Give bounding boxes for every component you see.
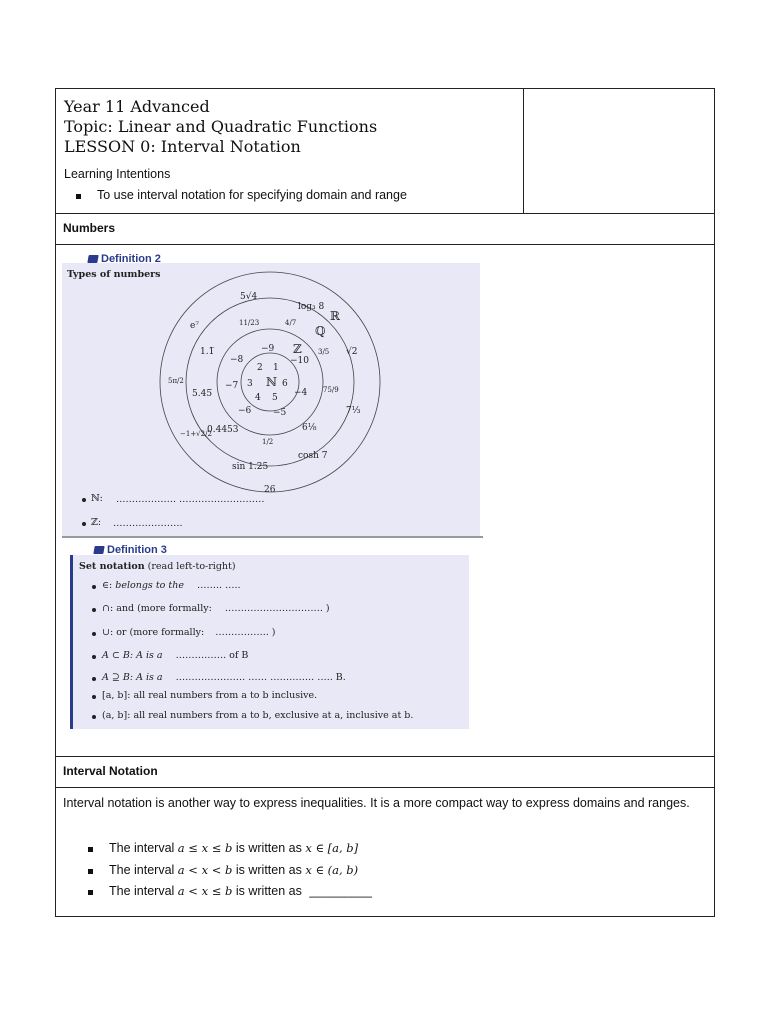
real-symbol: ℝ <box>330 309 340 323</box>
definition3-subtitle <box>79 561 236 572</box>
def3-dot-1 <box>92 585 96 589</box>
learning-item: To use interval notation for specifying domain and range <box>97 188 407 202</box>
header-side-cell <box>523 88 715 214</box>
z-label-m4: −4 <box>294 388 308 398</box>
numbers-header-cell <box>55 213 715 245</box>
rational-symbol: ℚ <box>315 324 326 338</box>
definition3-title <box>94 544 167 556</box>
learning-bullet <box>76 194 81 199</box>
q-label-1: 1.1̅ <box>200 347 215 357</box>
def3-item-3: ∪: or (more formally: …………….. ) <box>102 627 276 638</box>
def2-bullet-sym-2: ℤ: <box>91 517 102 528</box>
def3-dot-4 <box>92 655 96 659</box>
def2-bullet-blank-1: ………………. ……………………… <box>116 494 265 505</box>
n-label-4: 4 <box>255 393 261 403</box>
natural-symbol: ℕ <box>266 375 277 389</box>
z-label-m5: −5 <box>273 408 287 418</box>
q-label-6: 5√4 <box>240 292 258 302</box>
number-sets-diagram <box>160 282 390 495</box>
interval-bullet-2 <box>88 869 93 874</box>
q-label-2: 5.45̅ <box>192 389 213 399</box>
z-label-m8: −8 <box>230 355 244 365</box>
n-label-2: 2 <box>257 363 263 373</box>
z-label-m10: −10 <box>290 356 309 366</box>
learning-intentions-title: Learning Intentions <box>64 167 171 181</box>
r-label-sin: sin 1.25 <box>232 462 269 472</box>
def2-bullet-dot-1 <box>82 498 86 502</box>
n-label-3: 3 <box>247 379 253 389</box>
def3-item-7: (a, b]: all real numbers from a to b, exclusive at a, inclusive at b. <box>102 710 414 721</box>
interval-bullet-1 <box>88 847 93 852</box>
numbers-heading: Numbers <box>63 221 116 235</box>
z-label-m6: −6 <box>238 406 252 416</box>
n-label-6: 6 <box>282 379 288 389</box>
interval-item-1: The interval a ≤ x ≤ b is written as x ∈ [a, b] <box>109 841 359 855</box>
definition3-title-text: Definition 3 <box>107 544 167 556</box>
interval-item-2: The interval a < x < b is written as x ∈ (a, b) <box>109 863 359 877</box>
definition3-left-bar <box>70 555 73 729</box>
definition2-subtitle: Types of numbers <box>67 269 161 280</box>
def3-item-1: ∈: belongs to the …….. ….. <box>102 580 241 591</box>
r-label-26: 26 <box>264 485 276 495</box>
book-icon <box>87 255 98 263</box>
definition3-subtitle-text: Set notation <box>79 561 145 572</box>
z-label-m7: −7 <box>225 381 239 391</box>
definition2-title <box>88 253 161 265</box>
topic-title: Topic: Linear and Quadratic Functions <box>64 117 378 136</box>
def3-item-5: A ⊇ B: A is a …………………. …… ………….. ….. B. <box>102 672 346 683</box>
year-title: Year 11 Advanced <box>64 97 210 116</box>
q-label-5: e⁷ <box>190 321 199 331</box>
n-label-5: 5 <box>272 393 278 403</box>
def3-dot-2 <box>92 608 96 612</box>
interval-intro: Interval notation is another way to express inequalities. It is a more compact way to express domains and ranges. <box>63 796 690 810</box>
lesson-title: LESSON 0: Interval Notation <box>64 137 301 156</box>
frac-label-sqrt: −1+√2/2 <box>180 430 212 438</box>
book-icon-2 <box>93 546 104 554</box>
frac-label-11-23: 11/23 <box>239 319 260 327</box>
n-label-1: 1 <box>273 363 279 373</box>
def3-dot-7 <box>92 715 96 719</box>
frac-label-75-9: 75/9 <box>323 386 339 394</box>
frac-label-4-7: 4/7 <box>285 319 297 327</box>
definition2-bottom-rule <box>62 536 483 538</box>
r-label-cosh: cosh 7 <box>298 451 328 461</box>
def3-dot-6 <box>92 695 96 699</box>
def2-bullet-sym-1: ℕ: <box>91 493 103 504</box>
r-label-7third: 7⅓ <box>346 406 361 416</box>
definition2-title-text: Definition 2 <box>101 253 161 265</box>
r-label-log: log₃ 8 <box>298 302 325 312</box>
def3-item-2: ∩: and (more formally: …………………………. ) <box>102 603 330 614</box>
r-label-sqrt2: √2 <box>346 347 358 357</box>
def3-item-4: A ⊂ B: A is a ……………. of B <box>102 650 249 661</box>
frac-label-1-2: 1/2 <box>262 438 274 446</box>
integer-symbol: ℤ <box>293 342 302 356</box>
frac-label-5pi-2: 5π/2 <box>168 377 184 385</box>
interval-heading: Interval Notation <box>63 764 158 778</box>
q-label-4: 6⅛ <box>302 423 317 433</box>
interval-item-3: The interval a < x ≤ b is written as _________ <box>109 884 372 898</box>
def3-item-6: [a, b]: all real numbers from a to b inclusive. <box>102 690 318 701</box>
z-label-m9: −9 <box>261 344 275 354</box>
q-label-3: 0.4453 <box>207 425 239 435</box>
interval-bullet-3 <box>88 890 93 895</box>
definition3-subtitle-note: (read left-to-right) <box>147 561 236 572</box>
def3-dot-3 <box>92 632 96 636</box>
def2-bullet-dot-2 <box>82 522 86 526</box>
def2-bullet-blank-2: …………………. <box>113 518 183 529</box>
frac-label-3-5: 3/5 <box>318 348 330 356</box>
def3-dot-5 <box>92 677 96 681</box>
